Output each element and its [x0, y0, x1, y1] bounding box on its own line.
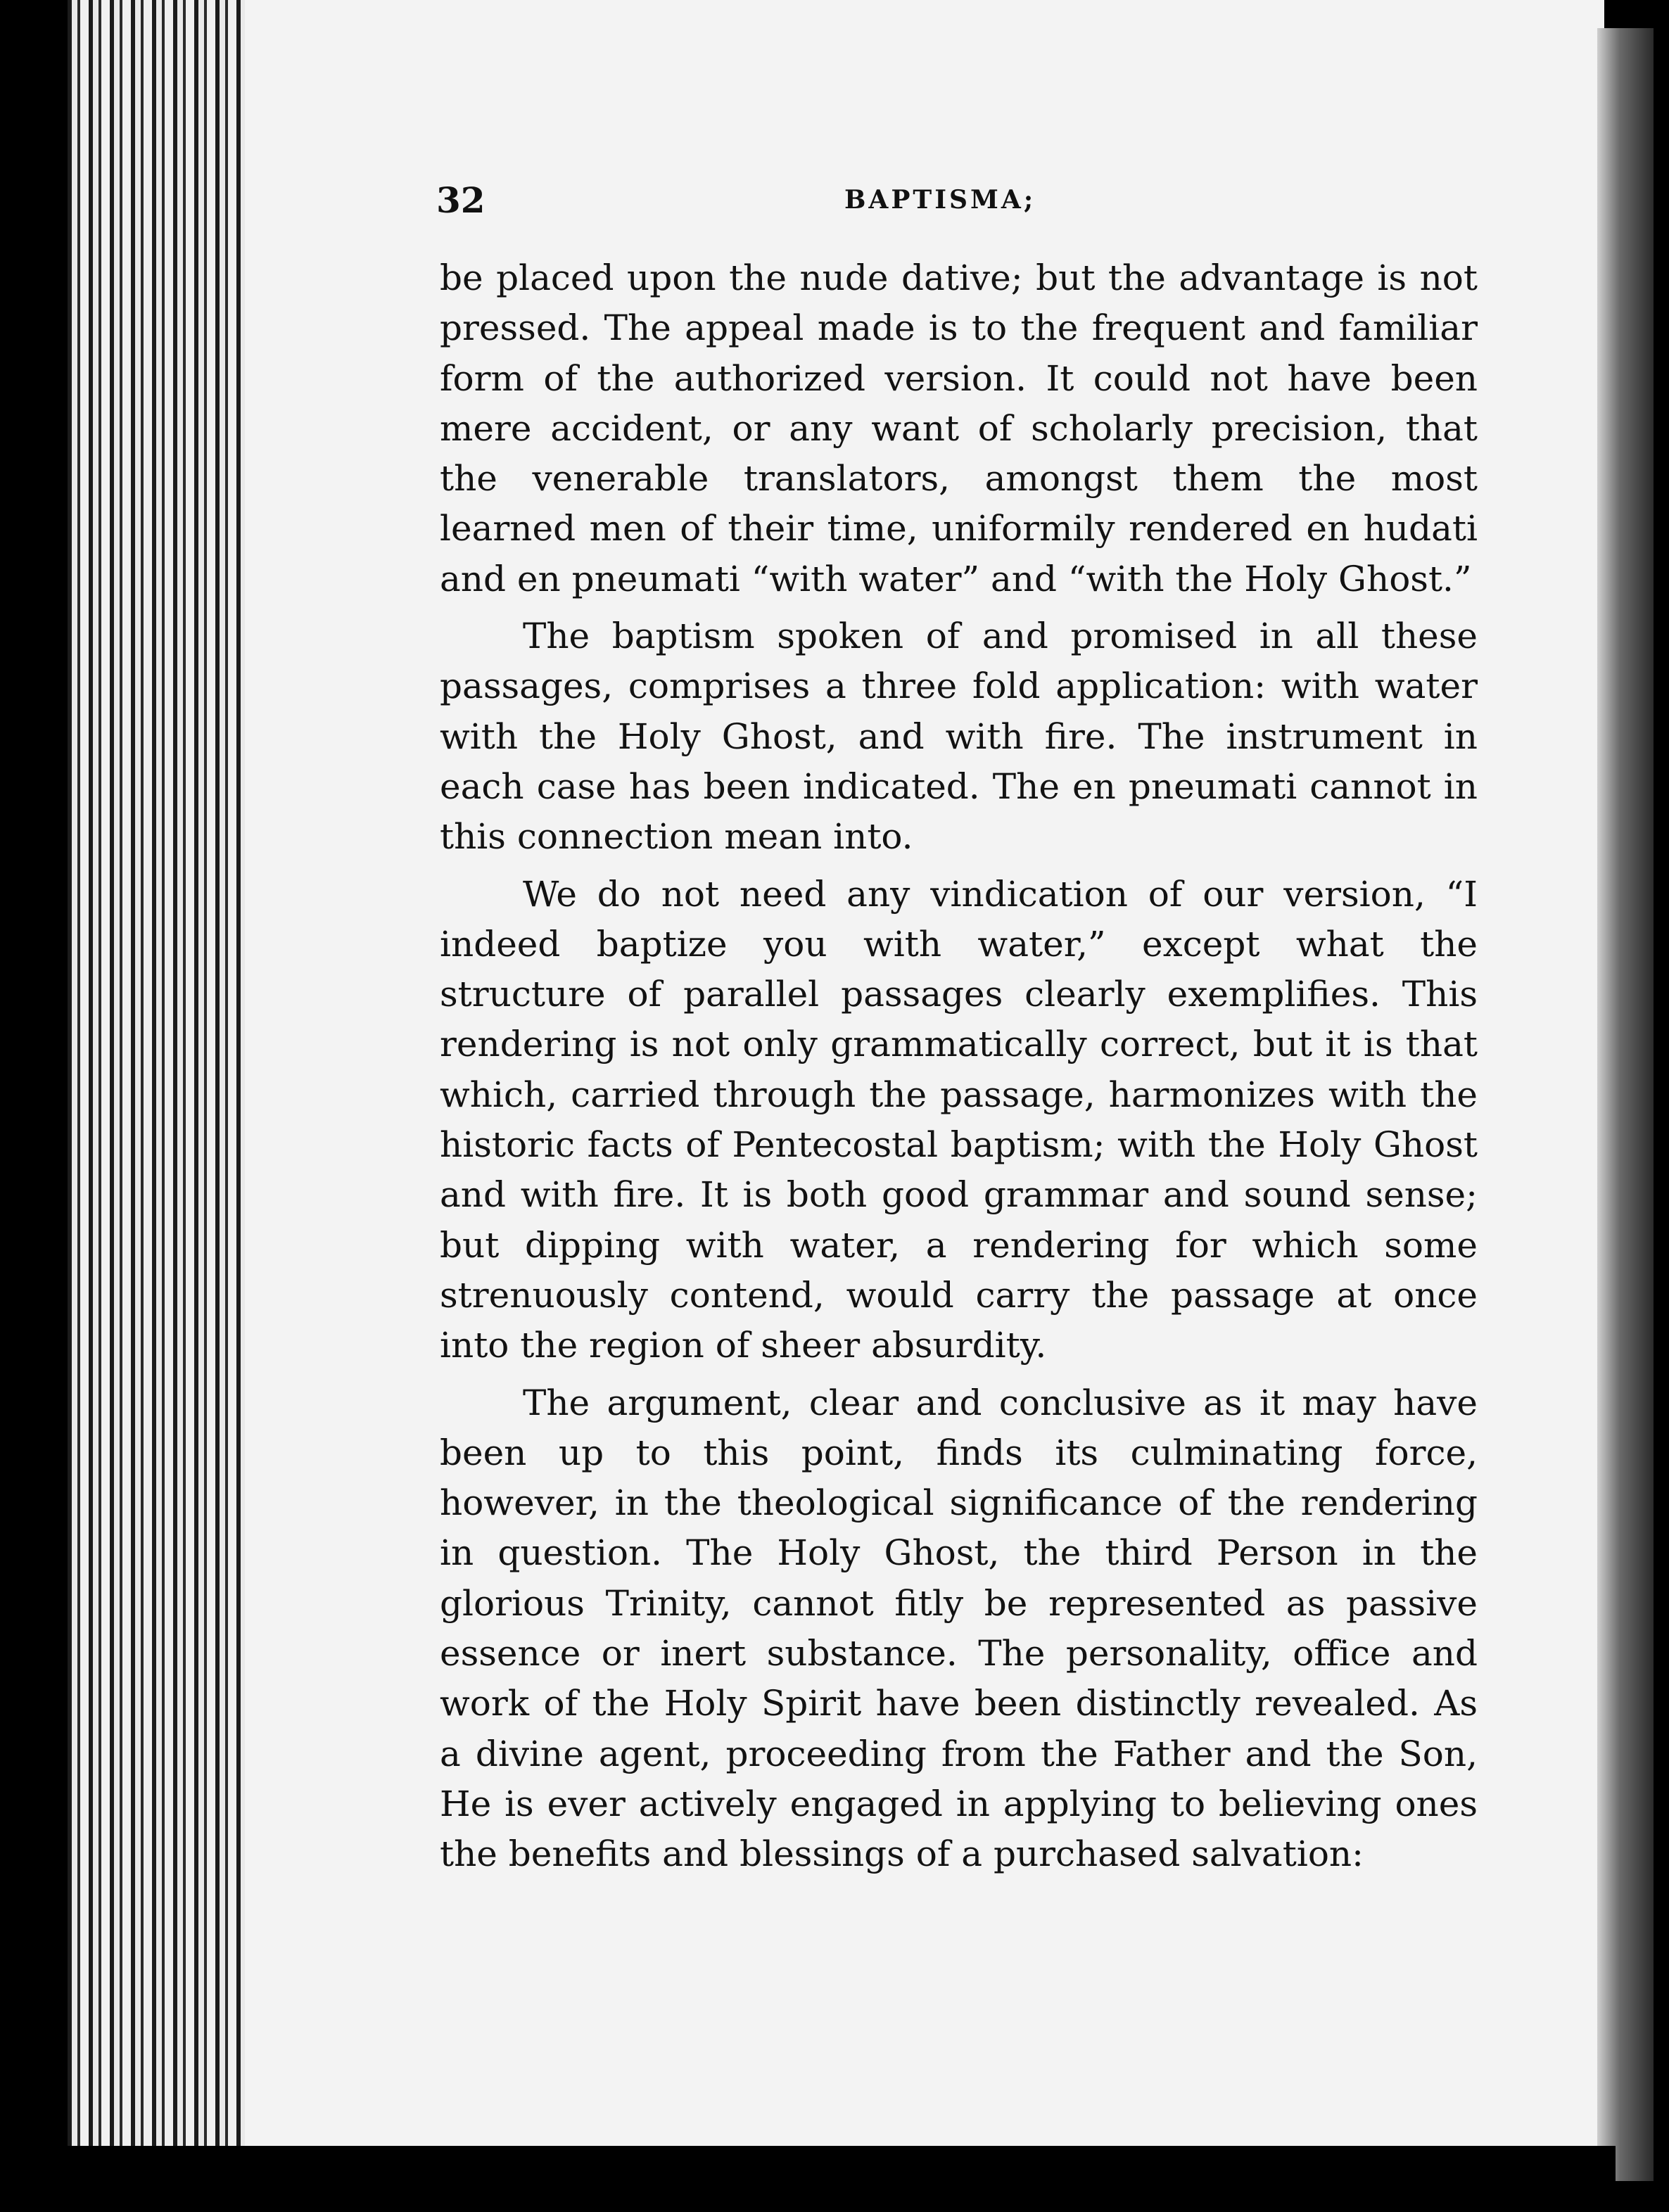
running-title: BAPTISMA;: [844, 185, 1036, 215]
page-number: 32: [436, 179, 486, 221]
book-page-edges: [68, 0, 245, 2153]
paragraph-2: The baptism spoken of and promised in all these passages, comprises a three fold application: with water with the Holy Ghost, and with fire. The instrument in each case has been indicated. The en pneumati cannot in this connection mean into.: [440, 616, 1478, 858]
scan-background: [68, 2146, 1616, 2212]
paragraph-4: The argument, clear and conclusive as it may have been up to this point, finds its culminating force, however, in the theological significance of the rendering in question. The Holy Ghost, the third Person in the glorious Trinity, cannot fitly be represented as passive essence or inert substance. The personality, office and work of the Holy Spirit have been distinctly revealed. As a divine agent, proceeding from the Father and the Son, He is ever actively engaged in applying to believing ones the benefits and blessings of a purchased salvation:: [440, 1382, 1478, 1875]
running-head: [436, 179, 1478, 229]
right-page-curl: [1597, 28, 1654, 2181]
paragraph-1: be placed upon the nude dative; but the advantage is not pressed. The appeal made is to the frequent and familiar form of the authorized version. It could not have been mere accident, or any want of scholarly precision, that the venerable translators, amongst them the most learned men of their time, uniformily rendered en hudati and en pneumati “with water” and “with the Holy Ghost.”: [440, 258, 1478, 599]
body-text: [440, 253, 1478, 1880]
paragraph-3: We do not need any vindication of our version, “I indeed baptize you with water,” except what the structure of parallel passages clearly exemplifies. This rendering is not only grammatically correct, but it is that which, carried through the passage, harmonizes with the historic facts of Pentecostal baptism; with the Holy Ghost and with fire. It is both good grammar and sound sense; but dipping with water, a rendering for which some strenuously contend, would carry the passage at once into the region of sheer absurdity.: [440, 873, 1478, 1366]
